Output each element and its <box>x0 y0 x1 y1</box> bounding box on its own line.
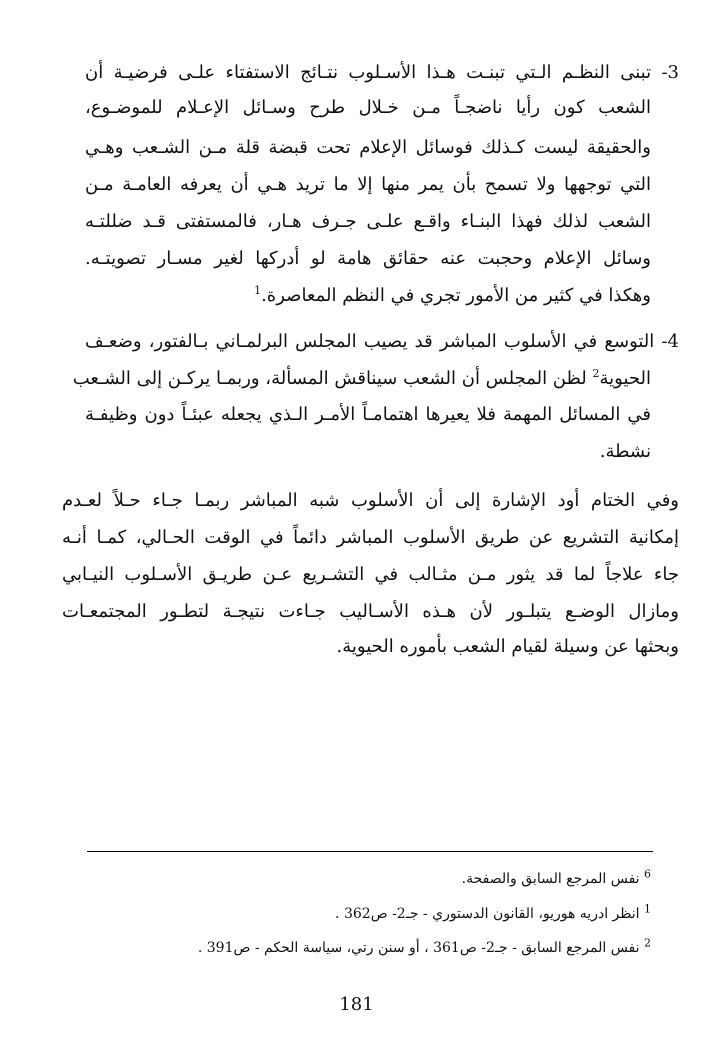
item-4-line-1: 4- التوسع في الأسلوب المباشر قد يصيب المجلس البرلمـاني بـالفتور، وضعـف <box>85 331 679 352</box>
page-number: 181 <box>339 994 374 1015</box>
item-3-line-1: 3- تبنى النظـم الـتي تبنـت هـذا الأسـلوب نتـائج الاستفتاء علـى فرضيـة أن <box>85 62 679 83</box>
closing-line-1: وفي الختام أود الإشارة إلى أن الأسلوب شبه المباشر ربمـا جـاء حـلاً لعـدم <box>62 490 679 511</box>
item-4-line-2-text: لظن المجلس أن الشعب سيناقش المسألة، وربمـا يركـن إلى الشـعب <box>72 368 587 389</box>
closing-line-2: إمكانية التشريع عن طريق الأسلوب المباشر دائماً في الوقت الحـالي، كمـا أنـه <box>62 527 679 548</box>
footnote-2-text: نفس المرجع السابق - جـ2- ص361 ، أو سنن رتي، سياسة الحكم - ص391 . <box>197 940 640 956</box>
closing-line-4: ومازال الوضـع يتبلـور لأن هـذه الأسـاليب جـاءت نتيجـة لتطـور المجتمعـات <box>62 601 679 622</box>
closing-line-5: وبحثها عن وسيلة لقيام الشعب بأموره الحيوية. <box>336 636 679 657</box>
footnote-1 <box>335 903 651 925</box>
closing-line-3: جاء علاجاً لما قد يثور مـن مثـالب في التشـريع عـن طريـق الأسـلوب النيـابي <box>62 564 679 585</box>
item-3-line-6: وسائل الإعلام وحجبت عنه حقائق هامة لو أدركها لغير مسـار تصويتـه. <box>85 248 651 269</box>
footnote-ref-2: 2 <box>592 367 600 380</box>
item-4-line-4: نشطة. <box>599 441 651 462</box>
footnote-1-text: انظر ادريه هوريو، القانون الدستوري - جـ2- ص362 . <box>335 906 640 922</box>
item-3-line-7 <box>254 281 651 311</box>
item-3-line-7-text: وهكذا في كثير من الأمور تجري في النظم المعاصرة. <box>261 285 651 306</box>
item-3-line-4: التي توجهها ولا تسمح بأن يمر منها إلا ما تريد هـي أن يعرفه العامـة مـن <box>85 174 651 195</box>
item-3-line-2: الشعب كون رأيا ناضجـاً مـن خـلال طرح وسـائل الإعـلام للموضـوع، <box>85 97 651 118</box>
item-3-line-3: والحقيقة ليست كـذلك فوسائل الإعلام تحت قبضة قلة مـن الشـعب وهـي <box>85 137 651 158</box>
footnote-1-mark: 1 <box>644 902 651 916</box>
footnote-2 <box>198 937 651 959</box>
footnote-ref-1: 1 <box>254 284 262 297</box>
footnote-6 <box>462 868 651 890</box>
item-4-hayawiya: الحيوية <box>599 368 651 389</box>
item-4-line-3: في المسائل المهمة فلا يعيرها اهتمامـاً الأمـر الـذي يجعله عبئـاً دون وظيفـة <box>85 404 651 425</box>
footnote-2-mark: 2 <box>644 936 651 950</box>
footnote-6-mark: 6 <box>644 867 651 881</box>
item-4-line-2 <box>72 364 651 394</box>
footnote-6-text: نفس المرجع السابق والصفحة. <box>461 871 640 887</box>
item-3-line-5: الشعب لذلك فهذا البنـاء واقـع علـى جـرف هـار، فالمستفتى قـد ضللتـه <box>85 211 651 232</box>
footnote-separator <box>87 851 653 852</box>
